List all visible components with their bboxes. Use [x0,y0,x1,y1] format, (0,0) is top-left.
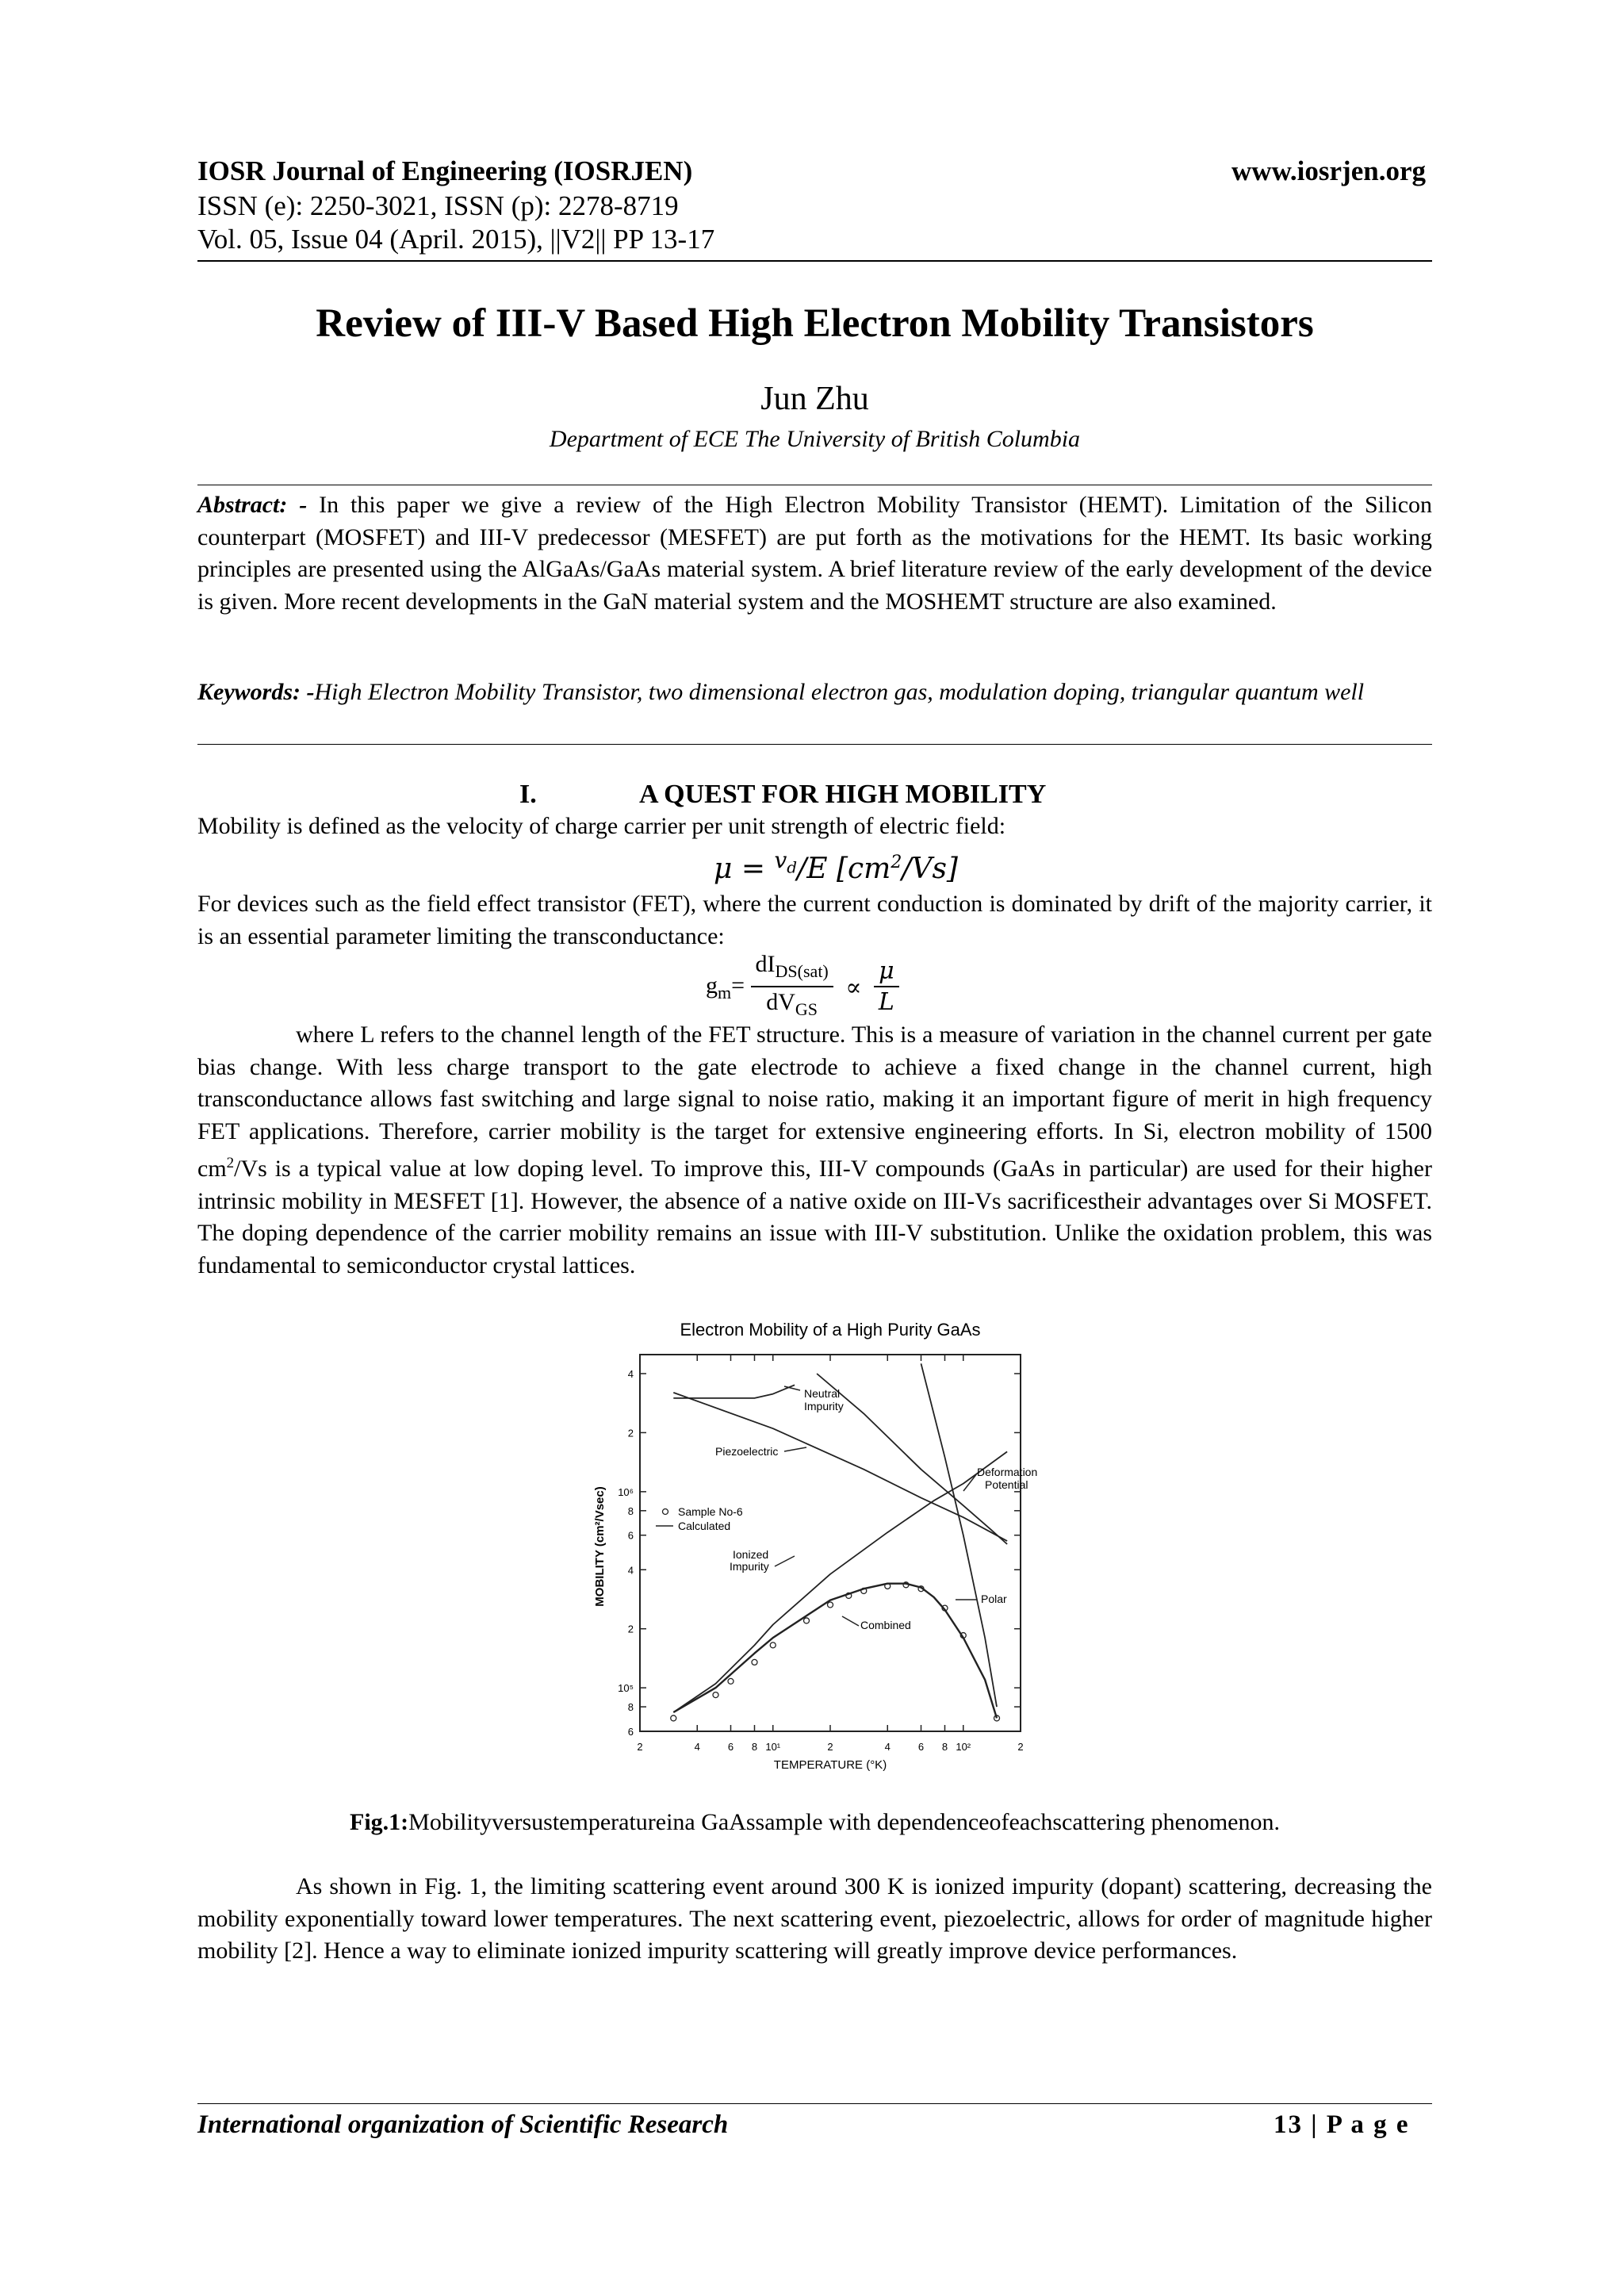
x-tick-label: 10¹ [765,1741,781,1753]
paper-title: Review of III-V Based High Electron Mobility Transistors [316,301,1314,346]
y-tick-label: 6 [627,1529,634,1542]
eq1-unit: [cm [827,853,891,885]
eq2-g-sub: m [718,982,732,1002]
abstract-text: In this paper we give a review of the High Electron Mobility Transistor (HEMT). Limitation of the Silicon counterpart (MOSFET) and III-V predecessor (MESFET) are put forth as the motivations for the HEMT. Its basic working principles are presented using the AlGaAs/GaAs material system. A brief literature review of the early development of the device is given. More recent developments in the GaN material system and the MOSHEMT structure are also examined. [197,492,1433,615]
eq1-v-sub: d [787,857,798,877]
volume-line: Vol. 05, Issue 04 (April. 2015), ||V2|| PP 13-17 [197,224,715,255]
series-deformation-potential [817,1374,1007,1544]
journal-name: IOSR Journal of Engineering (IOSRJEN) [197,155,693,186]
annotation-ionized-2: Impurity [730,1560,769,1573]
keywords-text: High Electron Mobility Transistor, two dimensional electron gas, modulation doping, triangular quantum well [314,679,1365,705]
sample-points [671,1582,1000,1721]
leader-piezoelectric [784,1447,806,1451]
y-axis-label: MOBILITY (cm²/Vsec) [593,1486,607,1607]
y-tick-label: 10⁵ [618,1682,634,1695]
sample-point [828,1602,833,1608]
legend-calculated: Calculated [678,1520,731,1532]
y-tick-label: 2 [627,1623,634,1635]
y-tick-label: 8 [627,1701,634,1714]
equation-transconductance [706,950,899,1025]
footer-organization: International organization of Scientific Research [197,2110,729,2139]
eq2-g: g [706,972,718,999]
paragraph-transconductance-intro: For devices such as the field effect transistor (FET), where the current conduction is dominated by drift of the majority carrier, it is an essential parameter limiting the transconductance: [197,891,1432,949]
eq1-v: v [774,847,787,873]
eq2-denominator: dV [766,989,795,1015]
keywords-bottom-rule [197,744,1432,745]
annotation-polar: Polar [981,1593,1007,1605]
series-ionized-impurity [673,1451,1007,1712]
y-tick-label: 8 [627,1504,634,1517]
eq2-equals: = [731,972,745,999]
author-affiliation: Department of ECE The University of British Columbia [549,426,1081,452]
series-neutral-impurity [673,1385,795,1398]
annotation-ionized-1: Ionized [733,1548,769,1561]
series-combined [673,1584,997,1719]
section-number: I. [519,780,537,809]
eq2-l: L [878,988,894,1016]
sample-point [671,1715,676,1721]
x-tick-label: 2 [827,1741,833,1753]
keywords [197,677,1432,709]
y-tick-labels [618,1368,634,1738]
figure-label: Fig.1: [350,1809,409,1835]
y-tick-label: 4 [627,1367,634,1380]
curve-annotations [715,1386,1037,1631]
equation-mobility [714,843,958,887]
x-tick-label: 8 [941,1741,948,1753]
page-number: 13 | P a g e [1274,2110,1410,2139]
chart-legend [656,1505,743,1532]
eq2-numerator-sub: DS(sat) [775,961,829,981]
x-axis-label: TEMPERATURE (°K) [773,1758,887,1772]
series-lines [673,1363,1007,1718]
x-tick-label: 2 [1017,1741,1024,1753]
x-tick-labels [637,1741,1023,1753]
annotation-neutral-2: Impurity [804,1400,844,1412]
eq1-sq: 2 [891,853,902,872]
abstract [197,489,1432,618]
eq2-mu-over-l [874,957,899,1018]
legend-sample: Sample No-6 [678,1505,743,1518]
sample-point [713,1692,718,1698]
chart-title: Electron Mobility of a High Purity GaAs [680,1320,981,1340]
x-tick-label: 8 [751,1741,758,1753]
p3-text-a: where L refers to the channel length of the FET structure. This is a measure of variation in the channel current per gate bias change. With less charge transport to the gate electrode to achieve a fixed change in the channel current, high transconductance allows fast switching and large signal to noise ratio, making it an important figure of merit in high frequency FET applications. Therefore, carrier mobility is the target for extensive engineering efforts. In Si, electron mobility of 1500 cm [197,1022,1432,1182]
eq1-over-e: /E [797,853,828,885]
eq1-mu: μ = [714,853,766,885]
x-tick-label: 4 [884,1741,891,1753]
figure-caption-text: Mobilityversustemperatureina GaAssample with dependenceofeachscattering phenomenon. [408,1809,1280,1835]
sample-point [752,1659,757,1665]
eq1-unit-vs: /Vs] [902,853,958,885]
annotation-deformation-2: Potential [985,1478,1028,1491]
annotation-neutral-1: Neutral [804,1387,841,1400]
leader-ionized [775,1556,795,1566]
header-rule [197,260,1432,262]
x-tick-label: 6 [917,1741,925,1753]
section-title: A QUEST FOR HIGH MOBILITY [639,780,1047,809]
leader-combined [842,1616,859,1626]
paragraph-mobility-discussion [197,1019,1432,1282]
paragraph-fig1-discussion: As shown in Fig. 1, the limiting scattering event around 300 K is ionized impurity (dopant) scattering, decreasing the mobility exponentially toward lower temperatures. The next scattering event, piezoelectric, allows for order of magnitude higher mobility [2]. Hence a way to eliminate ionized impurity scattering will greatly improve device performances. [197,1873,1432,1964]
figure-caption [197,1807,1432,1838]
p3-text-b: /Vs is a typical value at low doping level. To improve this, III-V compounds (GaAs in particular) are used for their higher intrinsic mobility in MESFET [1]. However, the absence of a native oxide on III-Vs sacrificestheir advantages over Si MOSFET. The doping dependence of the carrier mobility remains an issue with III-V substitution. Unlike the oxidation problem, this was fundamental to semiconductor crystal lattices. [197,1156,1432,1278]
x-tick-label: 4 [694,1741,700,1753]
legend-marker-sample [663,1509,668,1515]
eq2-numerator: dI [755,951,776,977]
annotation-combined: Combined [860,1619,911,1631]
issn-line: ISSN (e): 2250-3021, ISSN (p): 2278-8719 [197,190,679,221]
series-polar [921,1363,998,1707]
annotation-deformation-1: Deformation [977,1466,1038,1478]
y-tick-label: 4 [627,1564,634,1577]
y-tick-label: 10⁶ [618,1485,634,1498]
eq2-denominator-sub: GS [795,999,818,1019]
sample-point [728,1678,733,1684]
mobility-chart [576,1309,1084,1784]
x-tick-label: 2 [637,1741,643,1753]
eq2-proportional: ∝ [845,973,862,1002]
abstract-label: Abstract: - [197,492,308,518]
sample-point [804,1618,810,1623]
paragraph-mobility-definition: Mobility is defined as the velocity of charge carrier per unit strength of electric field: [197,813,1006,839]
annotation-piezoelectric: Piezoelectric [715,1445,779,1458]
keywords-label: Keywords: - [197,679,315,705]
author-name: Jun Zhu [760,381,869,417]
p3-sup: 2 [226,1155,235,1171]
y-tick-label: 6 [627,1726,634,1738]
y-tick-label: 2 [627,1427,634,1439]
sample-point [770,1642,776,1648]
eq2-fraction [751,950,833,1025]
x-tick-label: 10² [956,1741,971,1753]
journal-website: www.iosrjen.org [1231,155,1426,186]
x-tick-label: 6 [727,1741,734,1753]
eq2-mu: μ [879,957,894,985]
footer-rule [197,2103,1432,2104]
